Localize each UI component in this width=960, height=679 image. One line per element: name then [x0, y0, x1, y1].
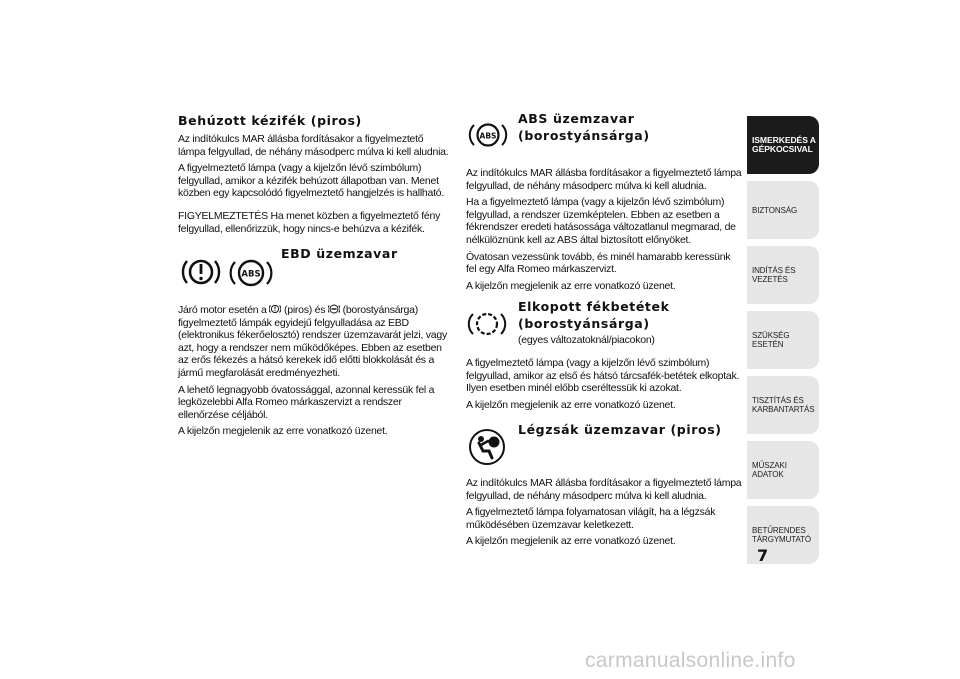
chapter-tabs [747, 116, 819, 571]
tab-technical-data[interactable]: MŰSZAKI ADATOK [747, 441, 819, 499]
airbag-icon [467, 427, 507, 467]
paragraph: A lehető legnagyobb óvatossággal, azonnal keressük fel a legközelebbi Alfa Romeo márkaszervizt a rendszer ellenőrzése céljából. [178, 383, 435, 421]
paragraph: A kijelzőn megjelenik az erre vonatkozó üzenet. [466, 398, 676, 411]
tab-starting-driving[interactable]: INDÍTÁS ÉS VEZETÉS [747, 246, 819, 304]
section-title-airbag: Légzsák üzemzavar (piros) [518, 422, 722, 437]
paragraph: Az indítókulcs MAR állásba fordításakor a figyelmeztető lámpa felgyullad, de néhány másodperc múlva ki kell aludnia. [178, 133, 449, 158]
section-subtitle: (egyes változatoknál/piacokon) [518, 334, 655, 346]
tab-getting-to-know[interactable]: ISMERKEDÉS A GÉPKOCSIVAL [747, 116, 819, 174]
page-number: 7 [757, 546, 769, 565]
section-title-abs-color: (borostyánsárga) [518, 128, 650, 143]
tab-safety[interactable]: BIZTONSÁG [747, 181, 819, 239]
abs-heading [518, 112, 738, 146]
left-column-ebd [178, 303, 450, 442]
paragraph: Óvatosan vezessünk tovább, és minél hamarabb keressünk fel egy Alfa Romeo márkaszervizt. [466, 250, 731, 276]
section-title-brake-pads-color: (borostyánsárga) [518, 316, 650, 331]
text-fragment: (borostyánsárga) figyelmeztető lámpák egyidejű felgyulladása az EBD (elektronikus fékerőelosztó) rendszer üzemzavarát jelzi, vagy azt, hogy a rendszer nem működőképes. Ebben az esetben az erős fékezés a hátsó kerekek idő előtti blokkolását és a jármű megfarolását eredményezheti. [178, 304, 447, 379]
paragraph: A figyelmeztető lámpa (vagy a kijelzőn lévő szimbólum) felgyullad, amikor a kézifék behúzott állapotban van. Menet közben egy kapcsolódó figyelmeztető hangjelzés is hallható. [178, 162, 445, 200]
right-column-airbag [466, 477, 742, 552]
paragraph: A kijelzőn megjelenik az erre vonatkozó üzenet. [178, 425, 388, 438]
left-column [178, 114, 450, 239]
paragraph: A kijelzőn megjelenik az erre vonatkozó üzenet. [466, 279, 676, 292]
paragraph: FIGYELMEZTETÉS Ha menet közben a figyelmeztető fény felgyullad, ellenőrizzük, hogy nincs-e behúzva a kézifék. [178, 209, 441, 235]
text-fragment: Járó motor esetén a [178, 304, 267, 316]
abs-icon-label: ABS [241, 269, 261, 280]
pads-heading [518, 300, 738, 351]
brake-warning-icon [179, 252, 223, 292]
tab-index[interactable]: BETŰRENDES TÁRGYMUTATÓ [747, 506, 819, 564]
paragraph: Az indítókulcs MAR állásba fordításakor a figyelmeztető lámpa felgyullad, de néhány másodperc múlva ki kell aludnia. [466, 477, 742, 502]
paragraph: Ha a figyelmeztető lámpa (vagy a kijelzőn lévő szimbólum) felgyullad, a rendszer üzemképtelen. Ebben az esetben a fékrendszer eredeti hatásossága változatlanul megmarad, de nélkülöznünk kell az ABS által biztosított előnyöket. [466, 196, 736, 246]
section-title-brake-pads: Elkopott fékbetétek [518, 299, 670, 314]
brake-pad-wear-icon [467, 307, 507, 341]
section-title-handbrake: Behúzott kézifék (piros) [178, 113, 362, 128]
abs-icon [227, 254, 275, 292]
text-fragment: (piros) és [283, 304, 326, 316]
section-title-ebd: EBD üzemzavar [281, 246, 398, 261]
watermark: carmanualsonline.info [585, 649, 796, 672]
abs-inline-icon [328, 303, 340, 315]
brake-warning-inline-icon [269, 303, 281, 315]
paragraph: A kijelzőn megjelenik az erre vonatkozó üzenet. [466, 535, 676, 548]
abs-icon [468, 118, 508, 152]
right-column-abs [466, 167, 742, 296]
paragraph: Az indítókulcs MAR állásba fordításakor a figyelmeztető lámpa felgyullad, de néhány másodperc múlva ki kell aludnia. [466, 167, 742, 192]
paragraph-ebd [178, 303, 450, 380]
paragraph: A figyelmeztető lámpa (vagy a kijelzőn lévő szimbólum) felgyullad, amikor az első és hátsó tárcsafék-betétek elkoptak. Ilyen esetben minél előbb cseréltessük ki azokat. [466, 357, 740, 395]
abs-icon-label: ABS [479, 131, 497, 141]
tab-emergency[interactable]: SZÜKSÉG ESETÉN [747, 311, 819, 369]
right-column-pads [466, 357, 742, 415]
paragraph: A figyelmeztető lámpa folyamatosan világít, ha a légzsák működésében üzemzavar keletkezett. [466, 506, 716, 531]
section-title-abs: ABS üzemzavar [518, 111, 635, 126]
tab-maintenance[interactable]: TISZTÍTÁS ÉS KARBANTARTÁS [747, 376, 819, 434]
